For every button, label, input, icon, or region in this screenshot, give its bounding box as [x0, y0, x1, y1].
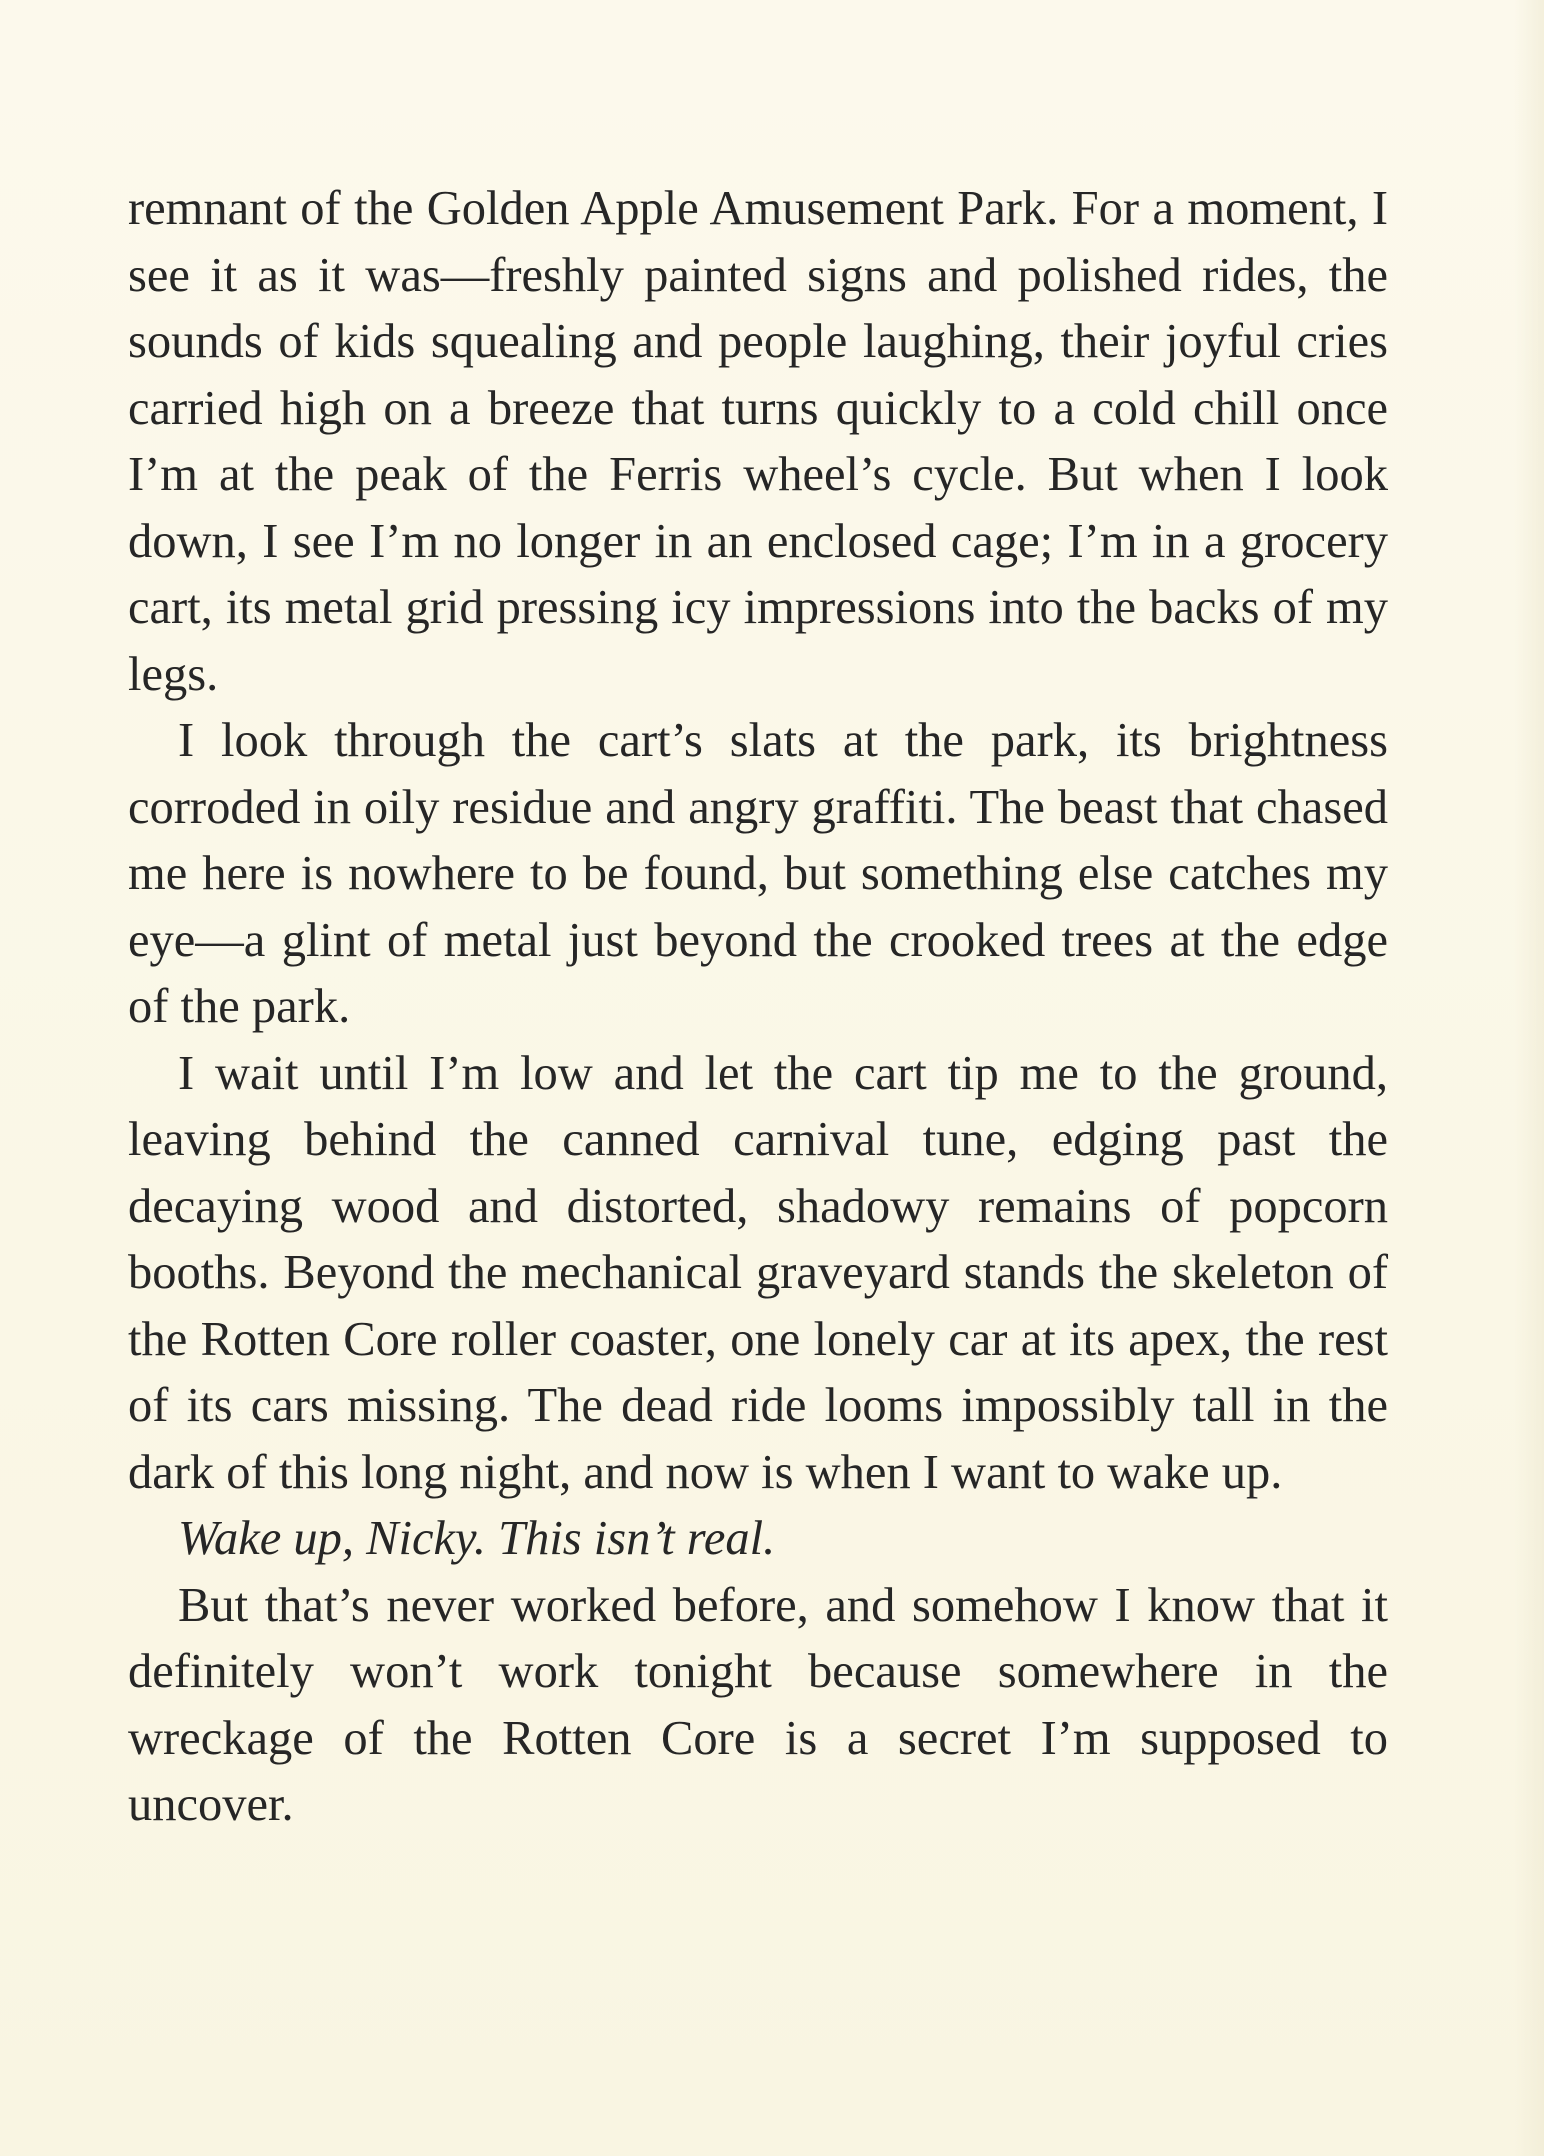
paragraph-5: But that’s never worked before, and somehow I know that it definitely won’t work tonight because somewhere in the wreckage of the Rotten Core is a secret I’m supposed to uncover. — [128, 1578, 1388, 1831]
page-edge-shadow — [1514, 0, 1544, 2156]
paragraph-3: I wait until I’m low and let the cart tip me to the ground, leaving behind the canned carnival tune, edging past the decaying wood and distorted, shadowy remains of popcorn booths. Beyond the mechanical graveyard stands the skeleton of the Rotten Core roller coaster, one lonely car at its apex, the rest of its cars missing. The dead ride looms impossibly tall in the dark of this long night, and now is when I want to wake up. — [128, 1046, 1388, 1499]
paragraph-1: remnant of the Golden Apple Amusement Park. For a moment, I see it as it was—freshly painted signs and polished rides, the sounds of kids squealing and people laughing, their joyful cries carried high on a breeze that turns quickly to a cold chill once I’m at the peak of the Ferris wheel’s cycle. But when I look down, I see I’m no longer in an enclosed cage; I’m in a grocery cart, its metal grid pressing icy impressions into the backs of my legs. — [128, 182, 1388, 701]
paragraph-4-dream-thought: Wake up, Nicky. This isn’t real. — [178, 1512, 776, 1565]
paragraph-2: I look through the cart’s slats at the park, its brightness corroded in oily residue and angry graffiti. The beast that chased me here is nowhere to be found, but something else catches my eye—a glint of metal just beyond the crooked trees at the edge of the park. — [128, 714, 1388, 1033]
body-text — [128, 176, 1388, 1839]
